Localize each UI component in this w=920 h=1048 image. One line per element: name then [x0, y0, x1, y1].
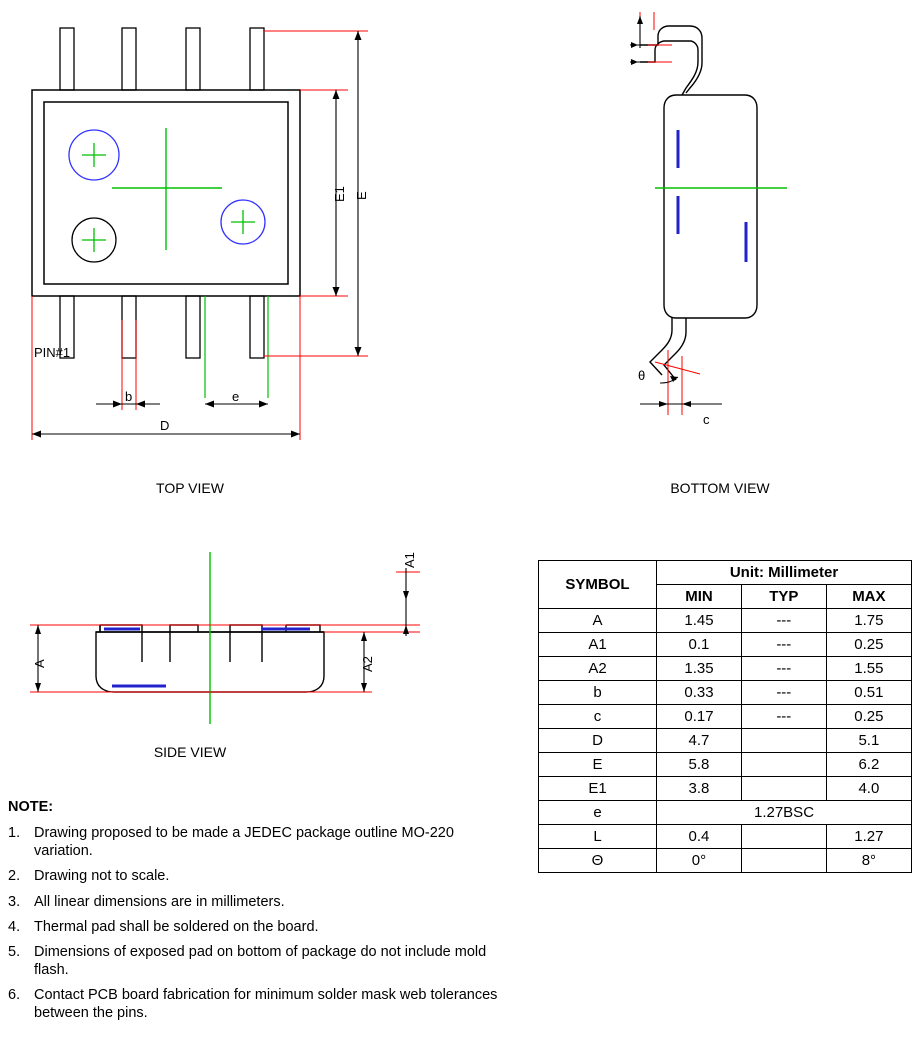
table-header-row-1 [539, 561, 912, 585]
cell-typ [741, 825, 826, 849]
cell-max: 6.2 [826, 753, 911, 777]
cell-symbol: E [539, 753, 657, 777]
dimension-E1-label: E1 [332, 186, 347, 202]
top-view-centerlines [112, 128, 222, 250]
notes-title: NOTE: [8, 799, 54, 815]
note-number: 6. [8, 987, 21, 1003]
cell-min: 0.1 [657, 633, 742, 657]
cell-max: 5.1 [826, 729, 911, 753]
pin1-label: PIN#1 [34, 345, 71, 360]
dimension-e-label: e [232, 389, 240, 404]
cell-typ [741, 753, 826, 777]
dimension-E-label: E [354, 191, 369, 200]
cell-symbol: A [539, 609, 657, 633]
cell-typ [741, 777, 826, 801]
table-row [539, 825, 912, 849]
cell-typ [741, 729, 826, 753]
cell-symbol: E1 [539, 777, 657, 801]
bottom-view-theta-arc [660, 376, 678, 383]
table-row [539, 609, 912, 633]
note-text: Thermal pad shall be soldered on the board. [34, 918, 319, 935]
cell-max: 8° [826, 849, 911, 873]
cell-min: 0.17 [657, 705, 742, 729]
cell-min: 0.4 [657, 825, 742, 849]
table-row [539, 777, 912, 801]
bottom-view-c-dimension [640, 401, 722, 407]
note-text: Drawing not to scale. [34, 868, 170, 885]
dimension-b-label: b [125, 389, 133, 404]
cell-max: 0.25 [826, 633, 911, 657]
note-number: 2. [8, 868, 21, 885]
cell-symbol: Θ [539, 849, 657, 873]
note-number: 5. [8, 943, 21, 960]
cell-max: 1.27 [826, 825, 911, 849]
table-row [539, 633, 912, 657]
cell-max: 0.25 [826, 705, 911, 729]
cell-min: 0° [657, 849, 742, 873]
side-view-body [96, 625, 324, 692]
cell-span: 1.27BSC [657, 801, 912, 825]
table-header-typ: TYP [741, 585, 826, 609]
cell-symbol: D [539, 729, 657, 753]
table-row [539, 657, 912, 681]
table-row [539, 753, 912, 777]
cell-symbol: c [539, 705, 657, 729]
cell-typ [741, 849, 826, 873]
cell-typ: --- [741, 681, 826, 705]
note-text: Dimensions of exposed pad on bottom of package do not include mold flash. [34, 943, 487, 978]
dimension-D-label: D [160, 418, 170, 433]
note-number: 4. [8, 918, 21, 935]
note-text: All linear dimensions are in millimeters. [34, 893, 285, 910]
cell-typ: --- [741, 705, 826, 729]
note-text: Drawing proposed to be made a JEDEC package outline MO-220 variation. [34, 825, 454, 860]
top-view-body [32, 90, 300, 296]
cell-max: 4.0 [826, 777, 911, 801]
table-row [539, 849, 912, 873]
cell-symbol: b [539, 681, 657, 705]
table-row [539, 729, 912, 753]
top-view-extension-lines [32, 31, 368, 440]
dimension-A1 [403, 568, 409, 636]
cell-min: 0.33 [657, 681, 742, 705]
cell-min: 5.8 [657, 753, 742, 777]
note-number: 3. [8, 893, 21, 910]
table-header-max: MAX [826, 585, 911, 609]
dimension-theta-label: θ [638, 368, 646, 383]
cell-max: 1.55 [826, 657, 911, 681]
cell-min: 3.8 [657, 777, 742, 801]
note-item [8, 867, 508, 885]
table-row [539, 705, 912, 729]
cell-min: 4.7 [657, 729, 742, 753]
dimension-A2-label: A2 [360, 656, 375, 672]
dimension-A-label: A [32, 659, 47, 668]
note-item [8, 943, 508, 979]
dimension-c-label: c [703, 412, 710, 427]
dimension-A1-label: A1 [402, 552, 417, 568]
top-view-pins-lower [60, 296, 264, 358]
bottom-view-L-dimension [630, 16, 648, 65]
notes-section [8, 798, 508, 1029]
cell-min: 1.35 [657, 657, 742, 681]
dimension-table-container [538, 560, 912, 873]
table-header-symbol: SYMBOL [539, 561, 657, 609]
dimension-table [538, 560, 912, 873]
bottom-view-extension-lines [636, 12, 700, 415]
side-view-extension-lines [30, 572, 420, 692]
cell-symbol: A2 [539, 657, 657, 681]
cell-symbol: e [539, 801, 657, 825]
cell-typ: --- [741, 609, 826, 633]
top-view-caption: TOP VIEW [156, 480, 224, 496]
bottom-view-caption: BOTTOM VIEW [670, 480, 770, 496]
table-header-unit: Unit: Millimeter [657, 561, 912, 585]
top-view-pin1-marks [69, 130, 265, 262]
note-item [8, 824, 508, 860]
cell-typ: --- [741, 657, 826, 681]
side-view-caption: SIDE VIEW [153, 744, 227, 760]
bottom-view-outline [640, 26, 757, 380]
bottom-view-pads [678, 130, 746, 262]
table-header-min: MIN [657, 585, 742, 609]
cell-typ: --- [741, 633, 826, 657]
note-item [8, 986, 508, 1022]
cell-symbol: L [539, 825, 657, 849]
table-row [539, 681, 912, 705]
cell-max: 0.51 [826, 681, 911, 705]
note-item [8, 918, 508, 936]
note-number: 1. [8, 825, 21, 842]
top-view-pin-guides [205, 296, 268, 398]
cell-min: 1.45 [657, 609, 742, 633]
side-view-pads [104, 629, 310, 686]
note-text: Contact PCB board fabrication for minimum solder mask web tolerances between the pins. [34, 987, 498, 1022]
note-item [8, 893, 508, 911]
cell-symbol: A1 [539, 633, 657, 657]
dimension-table-body [539, 609, 912, 873]
top-view-pins-upper [60, 28, 264, 90]
cell-max: 1.75 [826, 609, 911, 633]
table-row [539, 801, 912, 825]
